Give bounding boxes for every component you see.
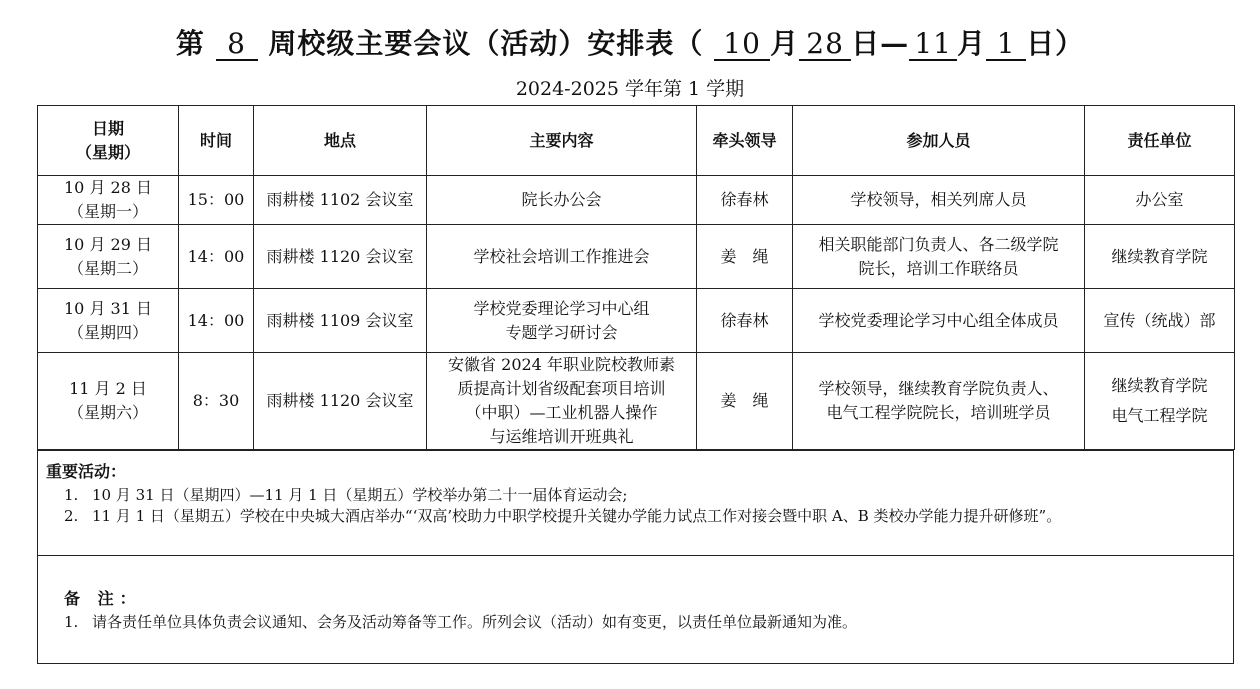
schedule-table	[37, 105, 1235, 450]
title-start-day: 28	[799, 29, 851, 61]
cell-date	[38, 353, 179, 450]
content-line: 与运维培训开班典礼	[489, 427, 634, 446]
cell-attendees	[793, 176, 1085, 225]
table-row	[38, 289, 1235, 353]
cell-place: 雨耕楼 1109 会议室	[254, 289, 427, 353]
weekday-text: （星期二）	[67, 258, 148, 278]
cell-unit	[1085, 176, 1235, 225]
cell-date	[38, 289, 179, 353]
item-text: 10 月 31 日（星期四）—11 月 1 日（星期五）学校举办第二十一届体育运动会;	[92, 486, 628, 504]
cell-leader: 徐春林	[697, 289, 793, 353]
cell-unit	[1085, 289, 1235, 353]
notes-heading: 备 注：	[64, 589, 142, 608]
unit-line: 宣传（统战）部	[1103, 310, 1216, 330]
list-item	[64, 612, 1229, 633]
date-text: 10 月 28 日	[64, 178, 152, 197]
title-middle: 周校级主要会议（活动）安排表（	[268, 27, 704, 60]
page-subtitle: 2024-2025 学年第 1 学期	[515, 78, 745, 100]
date-text: 10 月 29 日	[64, 234, 152, 254]
cell-leader: 姜 绳	[697, 225, 793, 289]
cell-leader: 姜 绳	[697, 353, 793, 450]
unit-line: 继续教育学院	[1111, 376, 1208, 395]
cell-unit	[1085, 353, 1235, 450]
cell-time: 15：00	[179, 176, 254, 225]
title-start-month: 10	[714, 29, 770, 61]
cell-date	[38, 225, 179, 289]
cell-leader: 徐春林	[697, 176, 793, 225]
header-content: 主要内容	[427, 106, 697, 176]
item-number: 1.	[64, 486, 79, 504]
attendees-line: 电气工程学院院长，培训班学员	[826, 403, 1051, 422]
item-number: 2.	[64, 507, 79, 525]
content-line: 安徽省 2024 年职业院校教师素	[448, 355, 675, 374]
title-week-number: 8	[216, 29, 258, 61]
item-text: 11 月 1 日（星期五）学校在中央城大酒店举办“‘双高’校助力中职学校提升关键办学能力试点工作对接会暨中职 A、B 类校办学能力提升研修班”。	[92, 507, 1062, 525]
cell-content	[427, 176, 697, 225]
weekday-text: （星期四）	[67, 322, 148, 342]
table-row	[38, 353, 1235, 450]
cell-time: 14：00	[179, 289, 254, 353]
title-end-day: 1	[986, 29, 1026, 61]
table-row	[38, 225, 1235, 289]
unit-line: 电气工程学院	[1111, 406, 1208, 425]
content-line: 专题学习研讨会	[505, 322, 618, 342]
weekday-text: （星期一）	[67, 202, 148, 221]
title-month-label-2: 月	[957, 27, 987, 60]
item-number: 1.	[64, 613, 79, 631]
list-item	[64, 506, 1229, 527]
content-line: 学校党委理论学习中心组	[473, 298, 650, 318]
header-place: 地点	[254, 106, 427, 176]
weekday-text: （星期六）	[67, 403, 148, 422]
content-line: 质提高计划省级配套项目培训	[457, 379, 666, 398]
cell-attendees	[793, 353, 1085, 450]
header-unit: 责任单位	[1085, 106, 1235, 176]
cell-attendees	[793, 289, 1085, 353]
title-month-label-1: 月	[770, 27, 800, 60]
activities-heading: 重要活动：	[46, 462, 127, 481]
table-row	[38, 176, 1235, 225]
notes-section	[37, 555, 1234, 664]
activities-list	[64, 485, 1229, 527]
date-text: 10 月 31 日	[64, 298, 152, 318]
title-prefix: 第	[175, 27, 205, 60]
cell-content	[427, 289, 697, 353]
content-line: （中职）—工业机器人操作	[465, 403, 658, 422]
header-row	[38, 106, 1235, 176]
attendees-line: 学校领导，相关列席人员	[850, 190, 1027, 209]
header-date-label: 日期	[91, 118, 124, 138]
content-line: 院长办公会	[521, 190, 602, 209]
important-activities-section	[37, 450, 1234, 556]
cell-content	[427, 353, 697, 450]
cell-date	[38, 176, 179, 225]
cell-place: 雨耕楼 1120 会议室	[254, 353, 427, 450]
date-text: 11 月 2 日	[69, 379, 147, 398]
unit-line: 继续教育学院	[1111, 246, 1208, 266]
cell-content	[427, 225, 697, 289]
attendees-line: 学校党委理论学习中心组全体成员	[818, 310, 1059, 330]
cell-place: 雨耕楼 1120 会议室	[254, 225, 427, 289]
item-text: 请各责任单位具体负责会议通知、会务及活动筹备等工作。所列会议（活动）如有变更，以责任单位最新通知为准。	[92, 613, 858, 631]
cell-place: 雨耕楼 1102 会议室	[254, 176, 427, 225]
header-leader: 牵头领导	[697, 106, 793, 176]
cell-attendees	[793, 225, 1085, 289]
unit-line: 办公室	[1135, 190, 1184, 209]
notes-list	[64, 612, 1229, 633]
header-time: 时间	[179, 106, 254, 176]
title-day-label-1: 日—	[851, 27, 910, 60]
attendees-line: 学校领导，继续教育学院负责人、	[818, 379, 1059, 398]
attendees-line: 相关职能部门负责人、各二级学院	[818, 234, 1059, 254]
attendees-line: 院长，培训工作联络员	[858, 258, 1019, 278]
header-attendees: 参加人员	[793, 106, 1085, 176]
header-date	[38, 106, 179, 176]
list-item	[64, 485, 1229, 506]
cell-time: 14：00	[179, 225, 254, 289]
page-title	[0, 24, 1260, 64]
cell-unit	[1085, 225, 1235, 289]
header-weekday-label: （星期）	[75, 142, 140, 162]
title-day-label-2: 日）	[1026, 27, 1085, 60]
content-line: 学校社会培训工作推进会	[473, 246, 650, 266]
title-end-month: 11	[909, 29, 957, 61]
cell-time: 8：30	[179, 353, 254, 450]
